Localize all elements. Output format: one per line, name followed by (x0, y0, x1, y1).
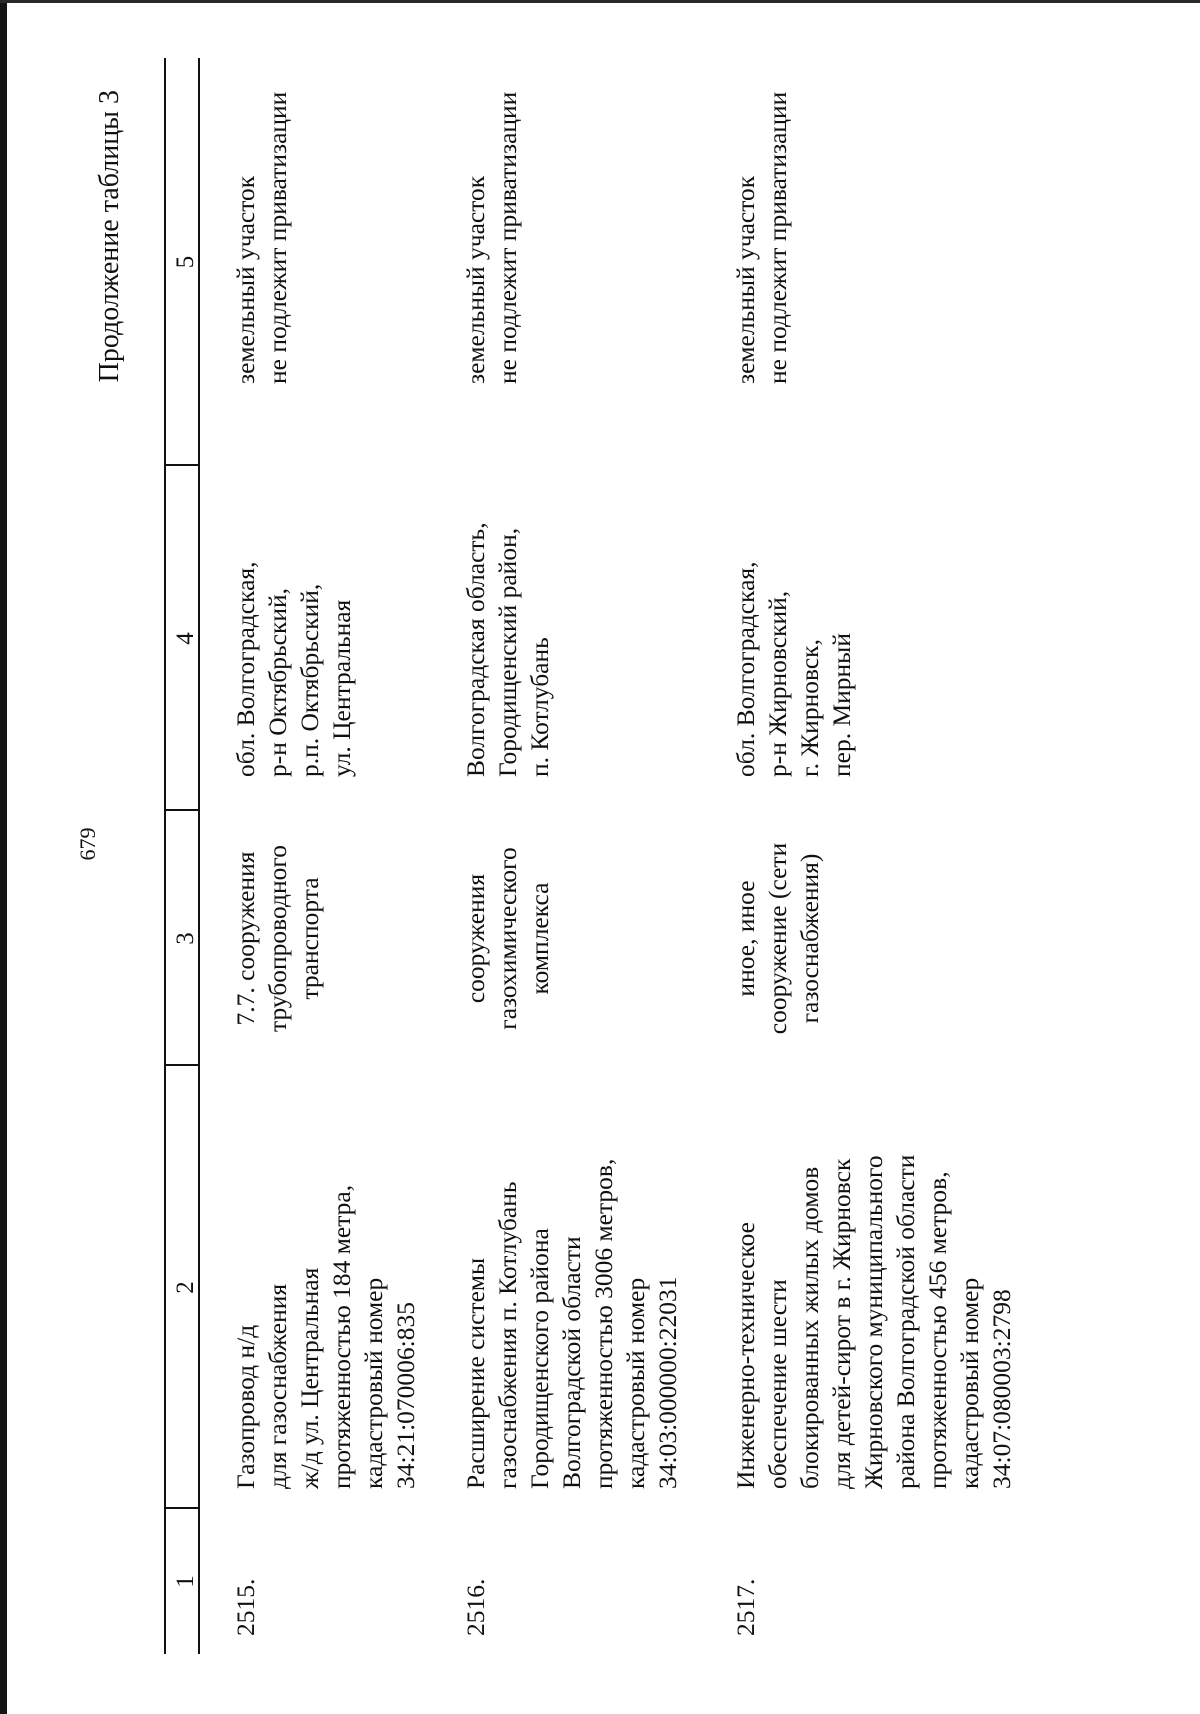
table-continuation-label: Продолжение таблицы 3 (94, 90, 125, 383)
row-2516-address: Волгоградская область, Городищенский район, п. Котлубань (461, 522, 554, 777)
column-number-4: 4 (172, 632, 199, 645)
column-number-5: 5 (172, 255, 199, 269)
row-2515-object: Газопровод н/д для газоснабжения ж/д ул. Центральная протяженностью 184 метра, кадастровый номер 34:21:070006:835 (231, 1184, 420, 1489)
row-2516-type: сооружения газохимического комплекса (461, 847, 554, 1030)
column-number-3: 3 (172, 932, 199, 945)
row-2515-note: земельный участок не подлежит приватизации (231, 91, 292, 384)
column-number-1: 1 (172, 1575, 199, 1588)
row-2516-number: 2516. (461, 1578, 490, 1636)
row-2517-address: обл. Волгоградская, р-н Жирновский, г. Жирновск, пер. Мирный (731, 561, 856, 777)
row-2515-type: 7.7. сооружения трубопроводного транспорта (231, 845, 324, 1032)
row-2516-object: Расширение системы газоснабжения п. Котлубань Городищенского района Волгоградской области протяженностью 3006 метров, кадастровый номер 34:03:000000:22031 (461, 1158, 682, 1489)
page-number: 679 (75, 827, 100, 861)
row-2517-object: Инженерно-техническое обеспечение шести блокированных жилых домов для детей-сирот в г. Жирновск Жирновского муниципального района Волгоградской области протяженностью 456 метров, кадастровый номер 34:07:080003:2798 (731, 1154, 1016, 1489)
row-2516-note: земельный участок не подлежит приватизации (461, 91, 522, 384)
row-2515-address: обл. Волгоградская, р-н Октябрьский, р.п. Октябрьский, ул. Центральная (231, 561, 356, 777)
row-2517-note: земельный участок не подлежит приватизации (731, 91, 792, 384)
row-2517-type: иное, иное сооружение (сети газоснабжения) (731, 842, 824, 1035)
row-2515-number: 2515. (231, 1578, 260, 1636)
row-2517-number: 2517. (731, 1578, 760, 1636)
column-number-2: 2 (172, 1281, 199, 1294)
table-top-border (164, 58, 166, 1654)
